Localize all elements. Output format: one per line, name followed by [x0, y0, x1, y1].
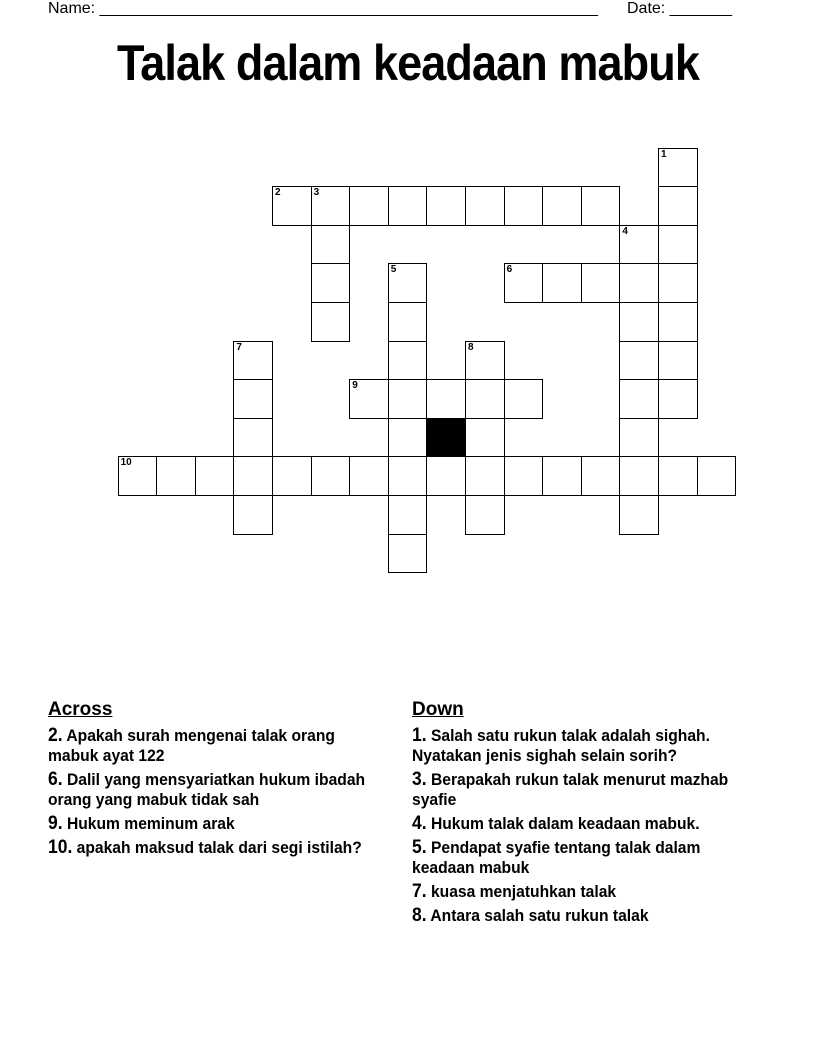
- grid-cell[interactable]: [311, 263, 351, 303]
- across-clue: 6. Dalil yang mensyariatkan hukum ibadah orang yang mabuk tidak sah: [48, 769, 366, 809]
- across-clues: [48, 700, 388, 862]
- clue-number: 1: [661, 148, 667, 160]
- grid-cell[interactable]: [465, 456, 505, 496]
- grid-cell[interactable]: [542, 263, 582, 303]
- grid-cell[interactable]: [658, 263, 698, 303]
- grid-cell[interactable]: [619, 495, 659, 535]
- grid-cell[interactable]: [272, 456, 312, 496]
- down-clue: 7. kuasa menjatuhkan talak: [412, 881, 617, 902]
- grid-cell[interactable]: [311, 456, 351, 496]
- grid-cell[interactable]: [388, 456, 428, 496]
- clue-number: 5: [390, 264, 397, 276]
- grid-cell[interactable]: [658, 302, 698, 342]
- name-field-label: Name: ________________________________________________________: [48, 0, 598, 17]
- grid-cell[interactable]: [542, 456, 582, 496]
- grid-cell[interactable]: [581, 186, 621, 226]
- date-field-label: Date: _______: [627, 0, 732, 17]
- across-clue: 9. Hukum meminum arak: [48, 813, 235, 834]
- clue-number: 9: [352, 380, 358, 392]
- grid-cell[interactable]: [233, 418, 273, 458]
- grid-cell[interactable]: [311, 302, 351, 342]
- grid-cell[interactable]: [426, 186, 466, 226]
- grid-cell[interactable]: [388, 263, 428, 303]
- down-clues: [412, 700, 752, 930]
- grid-cell[interactable]: [349, 379, 389, 419]
- grid-cell[interactable]: [658, 225, 698, 265]
- clue-number: 3: [313, 187, 320, 199]
- grid-cell[interactable]: [233, 495, 273, 535]
- grid-cell[interactable]: [658, 456, 698, 496]
- grid-cell[interactable]: [388, 302, 428, 342]
- grid-cell[interactable]: [619, 456, 659, 496]
- grid-cell[interactable]: [619, 341, 659, 381]
- grid-cell[interactable]: [388, 341, 428, 381]
- grid-cell[interactable]: [426, 379, 466, 419]
- grid-cell[interactable]: [504, 379, 544, 419]
- grid-cell[interactable]: [619, 302, 659, 342]
- grid-cell[interactable]: [388, 418, 428, 458]
- across-clue: 2. Apakah surah mengenai talak orang mabuk ayat 122: [48, 725, 335, 765]
- grid-cell[interactable]: [465, 418, 505, 458]
- grid-cell[interactable]: [658, 186, 698, 226]
- grid-cell[interactable]: [619, 263, 659, 303]
- clue-number: 2: [275, 187, 281, 199]
- down-clue: 8. Antara salah satu rukun talak: [412, 905, 649, 926]
- grid-cell[interactable]: [388, 534, 428, 574]
- clue-number: 4: [622, 225, 628, 237]
- clue-number: 7: [236, 341, 242, 353]
- grid-cell[interactable]: [504, 263, 544, 303]
- grid-cell[interactable]: [311, 225, 351, 265]
- grid-cell[interactable]: [542, 186, 582, 226]
- clue-number: 6: [506, 264, 513, 276]
- down-clue: 5. Pendapat syafie tentang talak dalam keadaan mabuk: [412, 837, 701, 877]
- grid-cell[interactable]: [465, 495, 505, 535]
- grid-cell[interactable]: [388, 495, 428, 535]
- grid-cell[interactable]: [619, 225, 659, 265]
- grid-cell[interactable]: [658, 148, 698, 188]
- down-clue: 4. Hukum talak dalam keadaan mabuk.: [412, 813, 700, 834]
- down-clue: 3. Berapakah rukun talak menurut mazhab syafie: [412, 769, 729, 809]
- clue-number: 8: [468, 341, 474, 353]
- grid-cell[interactable]: [619, 418, 659, 458]
- grid-cell[interactable]: [388, 379, 428, 419]
- grid-cell[interactable]: [349, 186, 389, 226]
- across-heading: Across: [48, 699, 113, 720]
- grid-cell[interactable]: [233, 341, 273, 381]
- grid-cell[interactable]: [581, 263, 621, 303]
- grid-cell[interactable]: [349, 456, 389, 496]
- grid-cell[interactable]: [697, 456, 737, 496]
- grid-cell[interactable]: [156, 456, 196, 496]
- grid-cell[interactable]: [311, 186, 351, 226]
- down-heading: Down: [412, 699, 464, 720]
- grid-cell[interactable]: [233, 379, 273, 419]
- grid-cell[interactable]: [388, 186, 428, 226]
- across-clue: 10. apakah maksud talak dari segi istilah?: [48, 837, 362, 858]
- grid-cell[interactable]: [619, 379, 659, 419]
- page-title: Talak dalam keadaan mabuk: [117, 35, 699, 91]
- grid-cell[interactable]: [118, 456, 158, 496]
- grid-cell[interactable]: [581, 456, 621, 496]
- grid-cell[interactable]: [195, 456, 235, 496]
- clue-number: 10: [120, 457, 132, 469]
- grid-cell[interactable]: [658, 379, 698, 419]
- grid-cell[interactable]: [504, 186, 544, 226]
- grid-cell[interactable]: [233, 456, 273, 496]
- grid-cell[interactable]: [465, 341, 505, 381]
- grid-cell[interactable]: [504, 456, 544, 496]
- grid-cell[interactable]: [272, 186, 312, 226]
- down-clue: 1. Salah satu rukun talak adalah sighah. Nyatakan jenis sighah selain sorih?: [412, 725, 710, 765]
- grid-cell[interactable]: [658, 341, 698, 381]
- grid-cell-blocked: [426, 418, 466, 458]
- grid-cell[interactable]: [465, 186, 505, 226]
- grid-cell[interactable]: [465, 379, 505, 419]
- grid-cell[interactable]: [426, 456, 466, 496]
